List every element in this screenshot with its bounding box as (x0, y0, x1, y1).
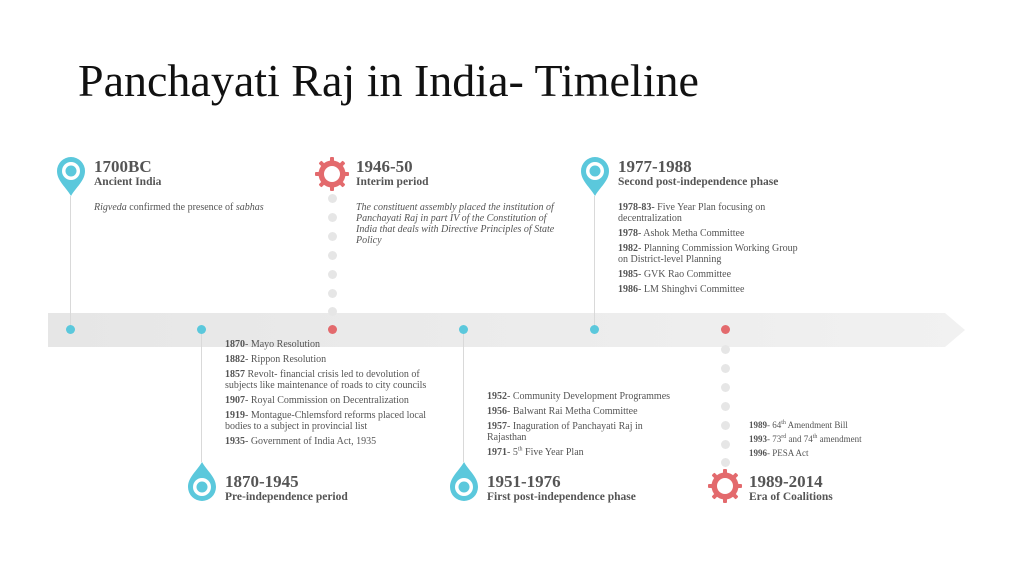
list-item: 1956- Balwant Rai Metha Committee (487, 406, 638, 417)
event-header-1977 (618, 158, 778, 189)
event-year: 1700BC (94, 157, 152, 176)
connector-dot (328, 213, 337, 222)
list-item: 1857 Revolt- financial crisis led to devolution of subjects like maintenance of roads to city councils (225, 369, 427, 391)
connector-dot (721, 440, 730, 449)
connector-dot (721, 402, 730, 411)
desc-text: The constituent assembly placed the institution of Panchayati Raj in part IV of the Constitution of India that deals with Directive Principles of State Policy (356, 202, 555, 246)
list-item: 1952- Community Development Programmes (487, 391, 671, 402)
connector-dot (328, 270, 337, 279)
list-item: 1882- Rippon Resolution (225, 354, 327, 365)
connector-line (70, 196, 71, 330)
event-header-1700bc (94, 158, 161, 189)
connector-dot (721, 458, 730, 467)
desc-italic: Rigveda (94, 202, 127, 213)
connector-dot (328, 232, 337, 241)
list-item: 1978-83- Five Year Plan focusing on decentralization (618, 202, 766, 224)
list-item: 1985- GVK Rao Committee (618, 269, 732, 280)
map-pin-icon (578, 154, 612, 198)
event-list-1989 (749, 420, 949, 462)
event-year: 1977-1988 (618, 157, 692, 176)
event-header-1989 (749, 473, 833, 504)
event-label: Ancient India (94, 176, 162, 188)
connector-line (463, 330, 464, 462)
connector-dot (721, 383, 730, 392)
event-label: Pre-independence period (225, 491, 348, 503)
event-list-1870 (225, 339, 445, 451)
list-item: 1935- Government of India Act, 1935 (225, 436, 377, 447)
event-label: Second post-independence phase (618, 176, 779, 188)
list-item: 1907- Royal Commission on Decentralization (225, 395, 409, 406)
timeline-arrow (48, 313, 965, 347)
map-pin-icon (54, 154, 88, 198)
desc-italic: sabhas (235, 202, 264, 213)
timeline-dot-1989 (721, 325, 730, 334)
event-year: 1989-2014 (749, 472, 823, 491)
event-list-1951 (487, 391, 707, 462)
timeline-dot-1977 (590, 325, 599, 334)
event-header-1870 (225, 473, 348, 504)
list-item: 1971- 5th Five Year Plan (487, 446, 584, 458)
list-item: 1982- Planning Commission Working Group on District-level Planning (618, 243, 798, 265)
connector-line (594, 196, 595, 330)
desc-text: confirmed the presence of (126, 202, 236, 213)
connector-line (201, 330, 202, 462)
timeline-dot-1700bc (66, 325, 75, 334)
event-header-1951 (487, 473, 636, 504)
map-pin-icon (185, 460, 219, 504)
connector-dot (328, 194, 337, 203)
timeline-dot-1946 (328, 325, 337, 334)
list-item: 1957- Inaguration of Panchayati Raj in Rajasthan (487, 421, 643, 443)
event-header-1946 (356, 158, 429, 189)
list-item: 1986- LM Shinghvi Committee (618, 284, 745, 295)
event-label: First post-independence phase (487, 491, 636, 503)
timeline-dot-1870 (197, 325, 206, 334)
page-title: Panchayati Raj in India- Timeline (78, 55, 699, 106)
connector-dot (721, 364, 730, 373)
event-description-1700bc (94, 202, 314, 213)
list-item: 1996- PESA Act (749, 448, 809, 458)
connector-dot (328, 289, 337, 298)
list-item: 1978- Ashok Metha Committee (618, 228, 745, 239)
map-pin-icon (447, 460, 481, 504)
event-year: 1870-1945 (225, 472, 299, 491)
gear-icon (314, 156, 350, 192)
timeline-dot-1951 (459, 325, 468, 334)
event-list-1977 (618, 202, 808, 299)
gear-icon (707, 468, 743, 504)
connector-dot (328, 251, 337, 260)
event-label: Era of Coalitions (749, 491, 833, 503)
event-label: Interim period (356, 176, 429, 188)
event-year: 1951-1976 (487, 472, 561, 491)
list-item: 1919- Montague-Chlemsford reforms placed local bodies to a subject in provincial list (225, 410, 427, 432)
connector-dot (721, 421, 730, 430)
list-item: 1989- 64th Amendment Bill (749, 420, 848, 430)
event-year: 1946-50 (356, 157, 413, 176)
list-item: 1870- Mayo Resolution (225, 339, 320, 350)
connector-dot (328, 307, 337, 316)
event-description-1946 (356, 202, 566, 246)
list-item: 1993- 73rd and 74th amendment (749, 434, 862, 444)
connector-dot (721, 345, 730, 354)
